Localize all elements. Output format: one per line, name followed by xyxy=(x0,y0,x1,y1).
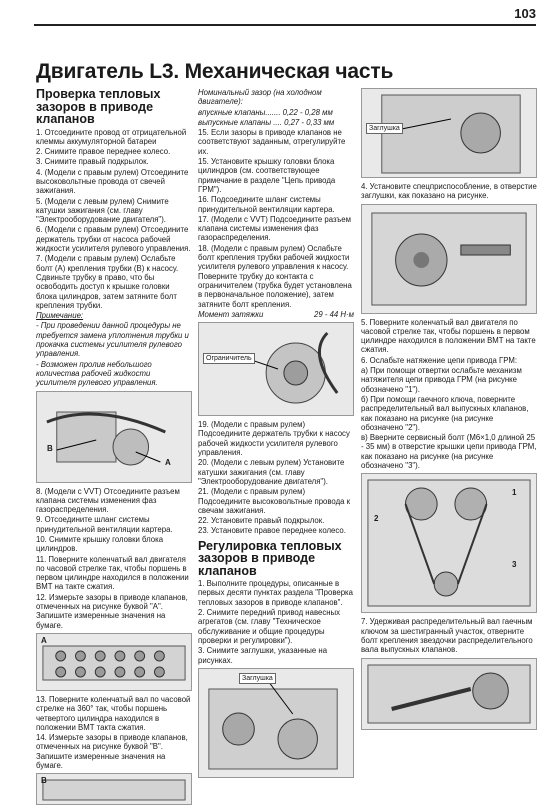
figure-label-a: A xyxy=(165,457,171,467)
figure-label-plug: Заглушка xyxy=(366,123,403,134)
step: 4. Установите спецприспособление, в отверстие заглушки, как показано на рисунке. xyxy=(361,182,537,201)
step: 13. Поверните коленчатый вал по часовой стрелке на 360° так, чтобы поршень четвертого цилиндра находился в положении ВМТ такта сжатия. xyxy=(36,694,191,732)
step: 5. (Модели с левым рулем) Снимите катушки зажигания (см. главу "Электрооборудование двигателя"). xyxy=(36,196,169,225)
torque-value: 29 - 44 Н·м xyxy=(313,309,354,319)
figure-label-a: A xyxy=(41,635,47,645)
step: 21. (Модели с правым рулем) Подсоедините высоковольтные провода к свечам зажигания. xyxy=(198,487,351,515)
step: 3. Снимите заглушки, указанные на рисунках. xyxy=(198,646,328,665)
figure-camshaft-wrench xyxy=(361,658,537,730)
note-line: - Возможен пролив небольшого количества рабочей жидкости усилителя рулевого управления. xyxy=(36,359,158,388)
step: 6. Ослабьте натяжение цепи привода ГРМ: xyxy=(361,355,518,365)
figure-special-tool xyxy=(361,204,537,314)
figure-label-1: 1 xyxy=(512,488,517,498)
spec-exhaust: выпускные клапаны .... 0,27 - 0,33 мм xyxy=(198,117,335,127)
column-3 xyxy=(361,88,537,734)
spec-intake: впускные клапаны....... 0,22 - 0,28 мм xyxy=(198,107,333,117)
step: 3. Снимите правый подкрылок. xyxy=(36,157,149,167)
figure-valves-b xyxy=(36,773,192,805)
figure-engine-plug xyxy=(361,88,537,178)
step: 19. (Модели с правым рулем) Подсоедините держатель трубки к насосу рабочей жидкости усилителя рулевого управления. xyxy=(198,420,350,458)
step: 6. (Модели с правым рулем) Отсоедините держатель трубки от насоса рабочей жидкости усилителя рулевого управления. xyxy=(36,225,191,254)
column-2 xyxy=(198,88,354,782)
step: 2. Снимите правое переднее колесо. xyxy=(36,147,171,157)
step: a) При помощи отвертки ослабьте механизм натяжителя цепи привода ГРМ (на рисунке обозначено "1"). xyxy=(361,366,522,394)
section-heading-check: Проверка тепловых зазоров в приводе клапанов xyxy=(36,87,161,126)
step: 16. Подсоедините шланг системы принудительной вентиляции картера. xyxy=(198,195,335,214)
step: 4. (Модели с правым рулем) Отсоедините высоковольтные провода от свечей зажигания. xyxy=(36,167,189,196)
step: 8. (Модели с VVT) Отсоедините разъем клапана системы изменения фаз газораспределения. xyxy=(36,486,180,515)
note-line: - При проведении данной процедуры не требуется замена уплотнения трубки и прокачка системы усилителя рулевого управления. xyxy=(36,321,189,359)
note-title: Примечание: xyxy=(36,311,84,321)
step: 20. (Модели с левым рулем) Установите катушки зажигания (см. главу "Электрооборудование двигателя"). xyxy=(198,458,345,486)
step: 14. Измерьте зазоры в приводе клапанов, отмеченных на рисунке буквой "В". Запишите измеренные значения на бумаге. xyxy=(36,733,188,771)
figure-pump-tube xyxy=(36,391,192,483)
step: 15. Установите крышку головки блока цилиндров (см. соответствующее примечание в разделе "Цепь привода ГРМ"). xyxy=(198,157,336,194)
step: 7. (Модели с правым рулем) Ослабьте болт (А) крепления трубки (В) к насосу. Сдвиньте трубку в право, что бы освободить доступ к крышке головки блока цилиндров, затем затяните болт крепления трубки. xyxy=(36,254,179,310)
figure-label-b: B xyxy=(41,776,47,786)
figure-label-plug: Заглушка xyxy=(239,673,276,684)
figure-label-2: 2 xyxy=(374,514,379,524)
step: 22. Установите правый подкрылок. xyxy=(198,516,325,526)
torque-spec xyxy=(198,310,354,319)
step: в) Вверните сервисный болт (М6×1,0 длиной 25 - 35 мм) в отверстие крышки цепи привода ГРМ, как показано на рисунке (на рисунке обозначено "3"). xyxy=(361,433,537,471)
section-heading-adjust: Регулировка тепловых зазоров в приводе клапанов xyxy=(198,538,342,578)
column-1 xyxy=(36,88,192,809)
header-rule xyxy=(34,24,536,26)
step: 11. Поверните коленчатый вал двигателя по часовой стрелке так, чтобы поршень в первом цилиндре находился в положении ВМТ на такте сжатия. xyxy=(36,554,189,592)
figure-limiter xyxy=(198,322,354,416)
step: 12. Измерьте зазоры в приводе клапанов, отмеченных на рисунке буквой "А". Запишите измеренные значения на бумаге. xyxy=(36,592,188,630)
step: 2. Снимите передний привод навесных агрегатов (см. главу "Техническое обслуживание и общие процедуры проверки и регулировки"). xyxy=(198,608,341,645)
figure-plugs xyxy=(198,668,354,778)
step: б) При помощи гаечного ключа, поверните распределительный вал выпускных клапанов, как показано на рисунке (на рисунке обозначено "2"). xyxy=(361,394,529,432)
step: 7. Удерживая распределительный вал гаечным ключом за шестигранный участок, отверните болт крепления звездочки распределительного вала выпускных клапанов. xyxy=(361,617,533,655)
figure-label-limiter: Ограничитель xyxy=(203,353,255,364)
figure-label-b: B xyxy=(47,443,53,453)
step: 17. (Модели с VVT) Подсоедините разъем клапана системы изменения фаз газораспределения. xyxy=(198,214,351,243)
step: 1. Отсоедините провод от отрицательной клеммы аккумуляторной батареи xyxy=(36,127,187,146)
spec-title: Номинальный зазор (на холодном двигателе): xyxy=(198,88,322,107)
step: 5. Поверните коленчатый вал двигателя по часовой стрелке так, чтобы поршень в первом цилиндре находился в положении ВМТ на такте сжатия. xyxy=(361,317,536,355)
figure-label-3: 3 xyxy=(512,560,517,570)
step: 23. Установите правое переднее колесо. xyxy=(198,526,346,536)
page-title: Двигатель L3. Механическая часть xyxy=(36,60,394,83)
figure-timing-chain xyxy=(361,473,537,613)
step: 15. Если зазоры в приводе клапанов не соответствуют заданным, отрегулируйте их. xyxy=(198,128,346,156)
figure-valves-a xyxy=(36,633,192,691)
step: 1. Выполните процедуры, описанные в первых десяти пунктах раздела "Проверка тепловых зазоров в приводе клапанов". xyxy=(198,579,353,607)
step: 10. Снимите крышку головки блока цилиндров. xyxy=(36,535,164,554)
step: 9. Отсоедините шланг системы принудительной вентиляции картера. xyxy=(36,515,173,534)
torque-label: Момент затяжки xyxy=(198,309,264,319)
page-number: 103 xyxy=(514,6,536,21)
step: 18. (Модели с правым рулем) Ослабьте болт крепления трубки рабочей жидкости усилителя рулевого управления к насосу. Поверните трубку до контакта с ограничителем (трубка будет установлена в первоначальное положение), затем затяните болт крепления. xyxy=(198,243,352,309)
